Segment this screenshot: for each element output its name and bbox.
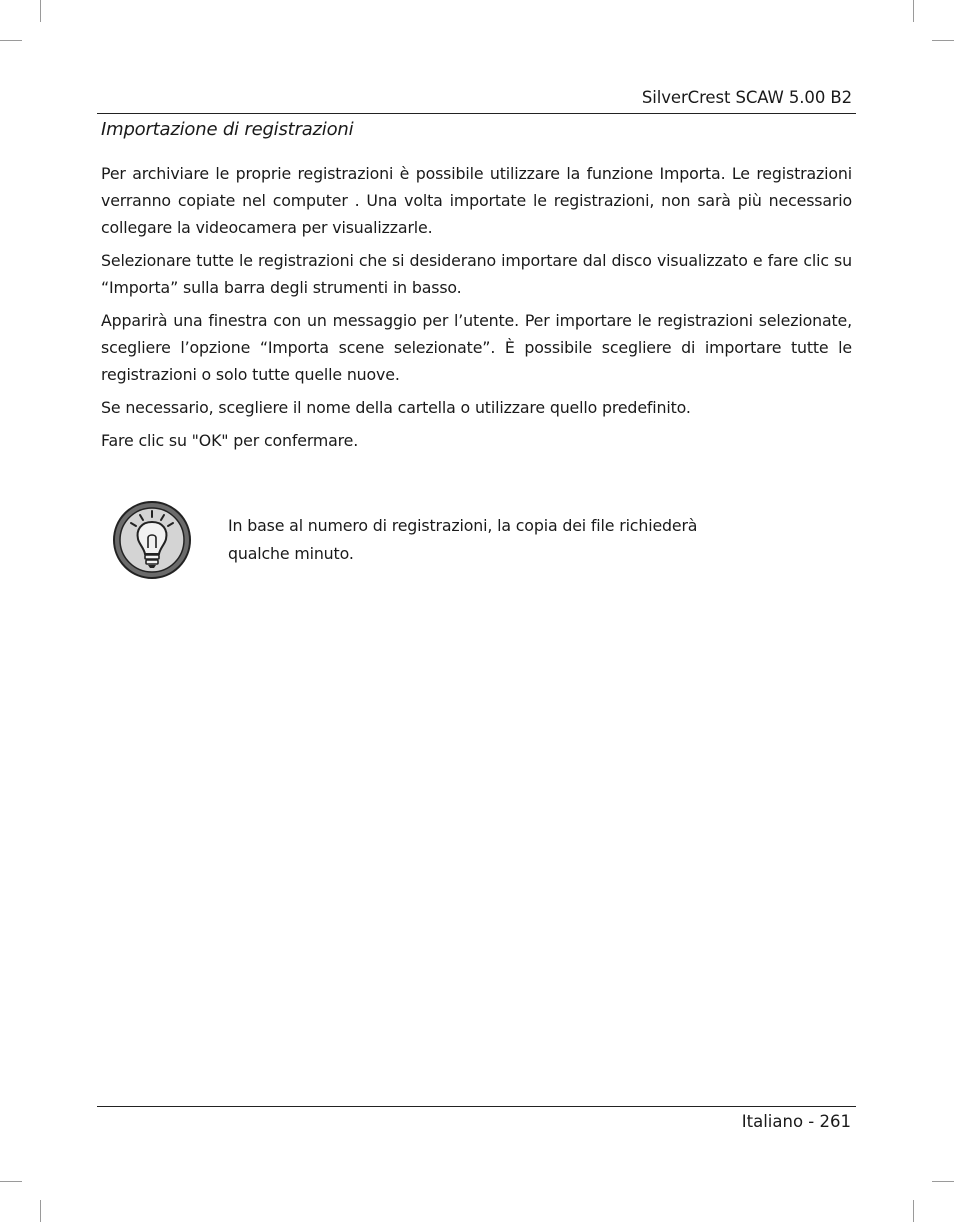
paragraph: Selezionare tutte le registrazioni che si desiderano importare dal disco visualizzato e fare clic su “Importa” sulla barra degli strumenti in basso. [101, 251, 852, 297]
crop-mark [932, 1181, 954, 1182]
paragraph: Per archiviare le proprie registrazioni è possibile utilizzare la funzione Importa. Le registrazioni verranno copiate nel computer . Una volta importate le registrazioni, non sarà più necessario collegare la videocamera per visualizzarle. [101, 164, 852, 237]
paragraph: Fare clic su "OK" per confermare. [101, 431, 359, 450]
crop-mark [0, 1181, 22, 1182]
crop-mark [0, 40, 22, 41]
running-header: SilverCrest SCAW 5.00 B2 [641, 88, 852, 107]
crop-mark [40, 0, 41, 22]
body-text [101, 160, 852, 460]
page-number: Italiano - 261 [741, 1112, 851, 1131]
lightbulb-icon [110, 498, 194, 582]
crop-mark [932, 40, 954, 41]
section-title: Importazione di registrazioni [101, 119, 354, 140]
header-rule [97, 113, 856, 114]
tip-note: In base al numero di registrazioni, la copia dei file richiederà qualche minuto. [228, 516, 698, 563]
crop-mark [913, 1200, 914, 1222]
footer-rule [97, 1106, 856, 1107]
crop-mark [40, 1200, 41, 1222]
paragraph: Se necessario, scegliere il nome della cartella o utilizzare quello predefinito. [101, 398, 691, 417]
paragraph: Apparirà una finestra con un messaggio per l’utente. Per importare le registrazioni selezionate, scegliere l’opzione “Importa scene selezionate”. È possibile scegliere di importare tutte le registrazioni o solo tutte quelle nuove. [101, 311, 852, 384]
crop-mark [913, 0, 914, 22]
